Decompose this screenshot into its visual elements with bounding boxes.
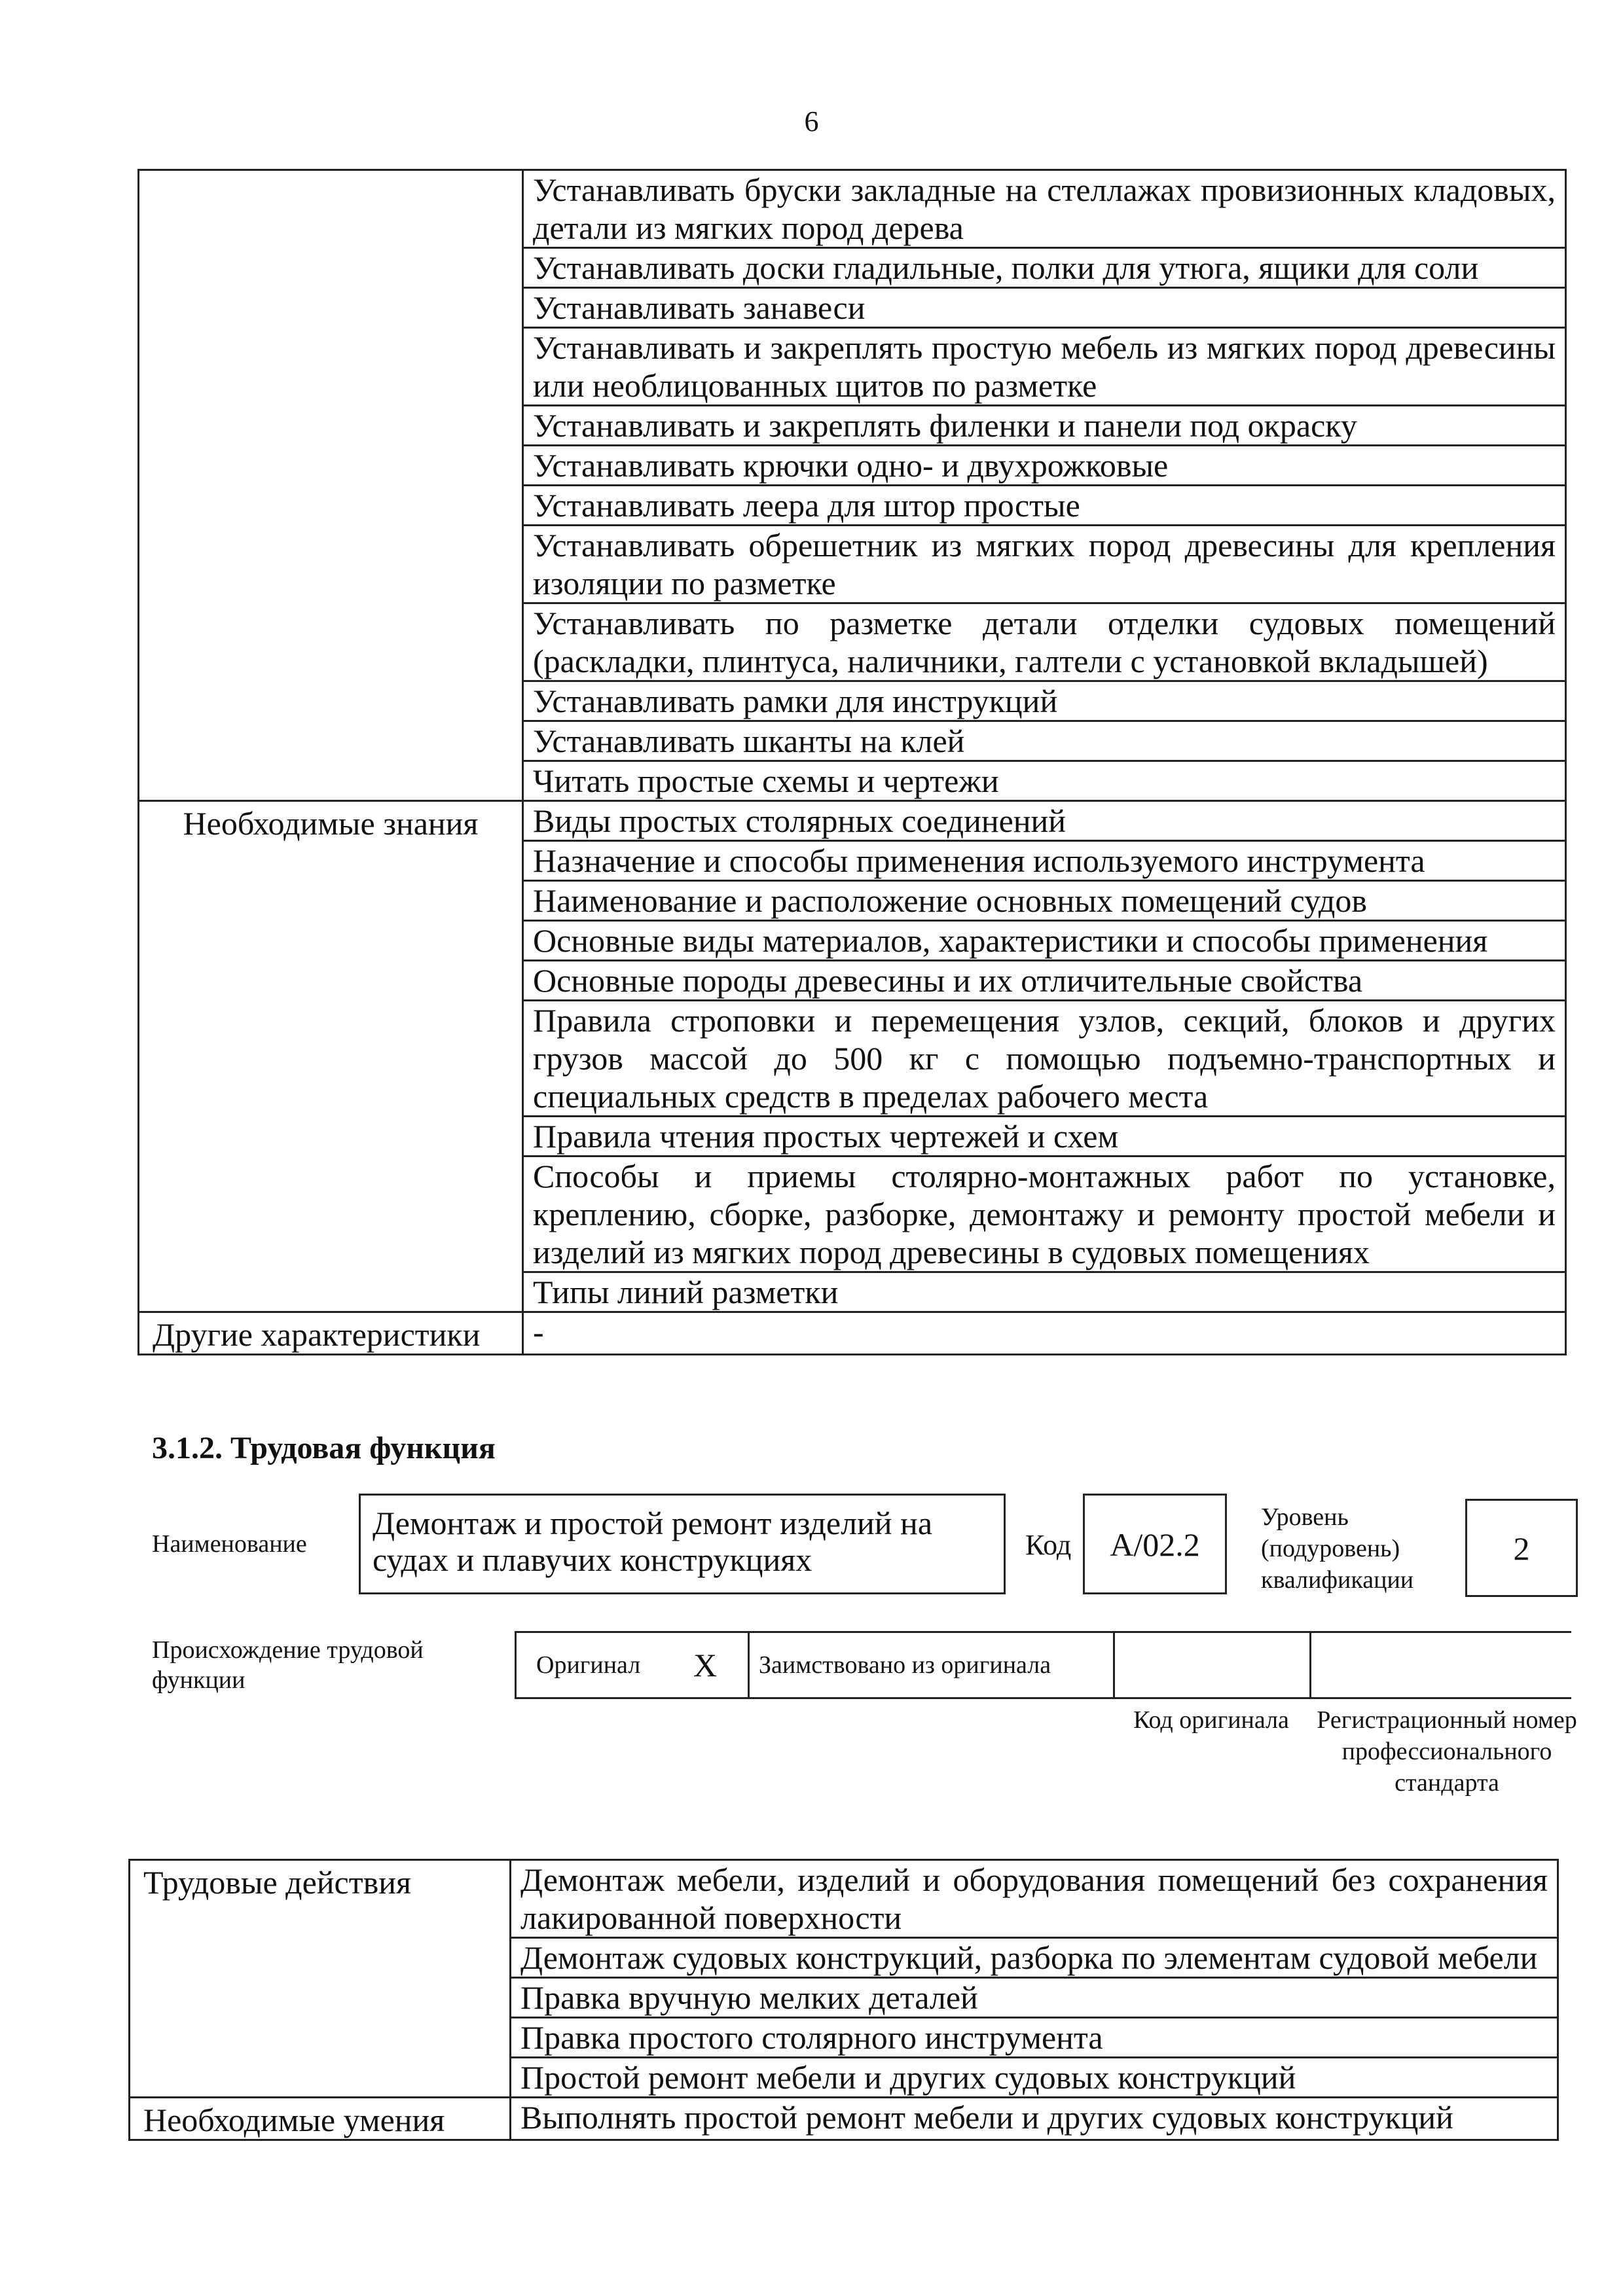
other-characteristics-value: - [523, 1312, 1566, 1355]
knowledge-item: Виды простых столярных соединений [523, 801, 1566, 841]
origin-original-cell [517, 1633, 750, 1697]
action-item: Демонтаж мебели, изделий и оборудования помещений без сохранения лакированной поверхности [511, 1860, 1558, 1938]
skill-item: Устанавливать и закреплять филенки и панели под окраску [523, 406, 1566, 446]
knowledge-item: Основные виды материалов, характеристики и способы применения [523, 921, 1566, 961]
knowledge-item: Наименование и расположение основных помещений судов [523, 881, 1566, 921]
origin-mark: X [693, 1647, 718, 1683]
skill-item: Устанавливать леера для штор простые [523, 486, 1566, 526]
origin-label: Происхождение трудовой функции [152, 1636, 424, 1694]
skills-knowledge-table [137, 169, 1567, 1355]
required-skill-item: Выполнять простой ремонт мебели и других судовых конструкций [511, 2098, 1558, 2140]
skill-item: Устанавливать бруски закладные на стеллажах провизионных кладовых, детали из мягких пород дерева [523, 170, 1566, 248]
skill-item: Устанавливать шканты на клей [523, 721, 1566, 761]
action-item: Демонтаж судовых конструкций, разборка по элементам судовой мебели [511, 1938, 1558, 1978]
actions-label: Трудовые действия [130, 1860, 511, 2098]
table-row [139, 170, 1566, 248]
knowledge-item: Назначение и способы применения используемого инструмента [523, 841, 1566, 881]
action-item: Правка вручную мелких деталей [511, 1978, 1558, 2018]
skill-item: Устанавливать доски гладильные, полки для утюга, ящики для соли [523, 248, 1566, 288]
skill-item: Устанавливать рамки для инструкций [523, 681, 1566, 721]
qualification-level-label: Уровень (подуровень) квалификации [1261, 1503, 1414, 1594]
skill-item: Устанавливать занавеси [523, 288, 1566, 328]
skill-item: Читать простые схемы и чертежи [523, 761, 1566, 801]
function-name-box: Демонтаж и простой ремонт изделий на судах и плавучих конструкциях [359, 1494, 1006, 1594]
table-row [130, 2098, 1558, 2140]
table-row [139, 1312, 1566, 1355]
name-label: Наименование [152, 1530, 307, 1558]
code-label: Код [1025, 1529, 1072, 1561]
knowledge-label: Необходимые знания [139, 801, 523, 1312]
skills-label-cell [139, 170, 523, 801]
skill-item: Устанавливать и закреплять простую мебель из мягких пород древесины или необлицованных щитов по разметке [523, 328, 1566, 406]
origin-reg-cell [1311, 1633, 1573, 1697]
knowledge-item: Способы и приемы столярно-монтажных работ по установке, креплению, сборке, разборке, демонтажу и ремонту простой мебели и изделий из мягких пород древесины в судовых помещениях [523, 1157, 1566, 1272]
table-row [130, 1860, 1558, 1938]
other-characteristics-label: Другие характеристики [139, 1312, 523, 1355]
knowledge-item: Правила чтения простых чертежей и схем [523, 1117, 1566, 1157]
origin-row [515, 1631, 1571, 1699]
code-original-label: Код оригинала [1133, 1706, 1289, 1734]
skill-item: Устанавливать крючки одно- и двухрожковые [523, 446, 1566, 486]
labor-actions-table [128, 1859, 1559, 2141]
table-row [139, 801, 1566, 841]
knowledge-item: Основные породы древесины и их отличительные свойства [523, 961, 1566, 1001]
section-title: 3.1.2. Трудовая функция [152, 1431, 496, 1465]
action-item: Правка простого столярного инструмента [511, 2018, 1558, 2058]
reg-number-label: Регистрационный номер профессионального стандарта [1317, 1706, 1577, 1797]
knowledge-item: Типы линий разметки [523, 1272, 1566, 1312]
action-item: Простой ремонт мебели и других судовых конструкций [511, 2058, 1558, 2098]
page-number: 6 [804, 105, 819, 137]
required-skills-label: Необходимые умения [130, 2098, 511, 2140]
knowledge-item: Правила строповки и перемещения узлов, секций, блоков и других грузов массой до 500 кг с помощью подъемно-транспортных и специальных средств в пределах рабочего места [523, 1001, 1566, 1117]
qualification-level-box: 2 [1465, 1499, 1578, 1597]
origin-code-cell [1115, 1633, 1311, 1697]
skill-item: Устанавливать обрешетник из мягких пород древесины для крепления изоляции по разметке [523, 526, 1566, 603]
skill-item: Устанавливать по разметке детали отделки судовых помещений (раскладки, плинтуса, наличники, галтели с установкой вкладышей) [523, 603, 1566, 681]
origin-original-label: Оригинал [536, 1651, 641, 1679]
code-box: A/02.2 [1083, 1494, 1227, 1594]
origin-borrowed-label: Заимствовано из оригинала [750, 1633, 1115, 1697]
